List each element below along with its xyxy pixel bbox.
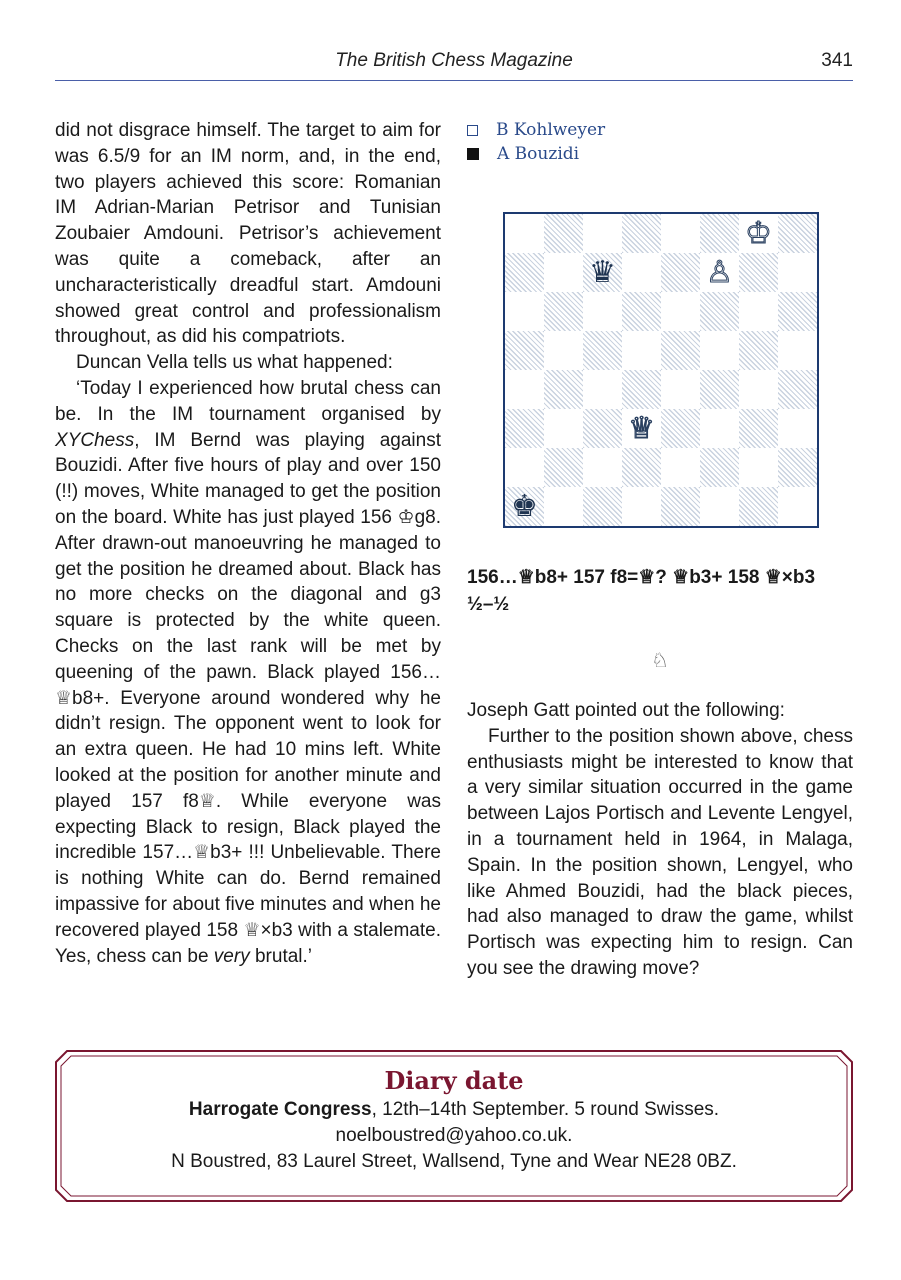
board-square [661,448,700,487]
board-square [661,214,700,253]
board-square [700,292,739,331]
board-square [505,487,544,526]
board-square [544,253,583,292]
board-square [544,214,583,253]
players-list [467,118,853,166]
paragraph: Joseph Gatt pointed out the following: [467,700,785,721]
board-square [583,409,622,448]
black-player: A Bouzidi [467,142,853,166]
diary-email: noelboustred@yahoo.co.uk. [335,1125,573,1146]
board-square [739,448,778,487]
board-square [700,448,739,487]
board-square [544,448,583,487]
board-square [700,253,739,292]
right-column-text [467,698,853,982]
board-square [661,370,700,409]
paragraph: Duncan Vella tells us what happened: [76,352,393,374]
board-square [583,253,622,292]
board-square [661,292,700,331]
board-square [583,331,622,370]
board-square [739,292,778,331]
board-square [700,214,739,253]
chess-diagram [503,212,819,528]
board-square [739,409,778,448]
chess-piece-icon: ♕ [628,410,655,446]
board-square [700,487,739,526]
right-column [467,118,853,979]
diary-event: Harrogate Congress, 12th–14th September. 5 round Swisses. [188,1099,720,1120]
board-square [505,253,544,292]
board-square [505,370,544,409]
board-square [583,370,622,409]
chess-board [503,212,819,528]
board-square [778,370,817,409]
paragraph: Further to the position shown above, chess enthusiasts might be interested to know that a very similar situation occurred in the game between Lajos Portisch and Levente Lengyel, in a tournament held in 1964, in Malaga, Spain. In the position shown, Lengyel, who like Ahmed Bouzidi, had the black pieces, had also managed to draw the game, whilst Portisch was expecting him to resign. Can you see the drawing move? [467,725,853,979]
board-square [544,331,583,370]
chess-piece-icon: ♚ [511,488,538,524]
page-number: 341 [821,50,853,71]
paragraph: did not disgrace himself. The target to aim for was 6.5/9 for an IM norm, and, in the end, two players achieved this score: Romanian IM Adrian-Marian Petrisor and Tunisian Zoubaier Amdouni. Petrisor’s achievement was quite a comeback, after an uncharacteristically dreadful start. Amdouni showed great control and professionalism throughout, as did his compatriots. [55,120,441,348]
board-square [700,331,739,370]
board-square [622,253,661,292]
board-square [622,331,661,370]
white-square-icon [467,125,478,136]
board-square [583,292,622,331]
board-square [622,409,661,448]
board-square [661,409,700,448]
board-square [622,487,661,526]
diary-address: N Boustred, 83 Laurel Street, Wallsend, Tyne and Wear NE28 0BZ. [171,1151,737,1172]
board-square [505,409,544,448]
board-square [739,331,778,370]
diary-date-box [55,1050,853,1202]
board-square [700,409,739,448]
left-column [55,118,441,969]
board-square [622,370,661,409]
board-square [505,292,544,331]
board-square [778,409,817,448]
board-square [661,331,700,370]
board-square [778,292,817,331]
board-square [622,214,661,253]
magazine-title: The British Chess Magazine [335,50,573,71]
board-square [739,253,778,292]
chess-piece-icon: ♔ [745,215,772,251]
board-square [583,487,622,526]
board-square [778,487,817,526]
board-square [544,370,583,409]
quote-paragraph: ‘Today I experienced how brutal chess can be. In the IM tournament organised by XYChess, IM Bernd was playing against Bouzidi. After five hours of play and over 150 (!!) moves, White managed to get the position on the board. White has just played 156 ♔g8. After drawn-out manoeuvring he managed to get the position he dreamed about. Black has no more checks on the diagonal and g3 square is protected by the white queen. Checks on the last rank will be met by queening of the pawn. Black played 156…♕b8+. Everyone around wondered why he didn’t resign. The opponent went to look for an extra queen. He had 10 mins left. White looked at the position for another minute and played 157 f8♕. While everyone was expecting Black to resign, Black played the incredible 157…♕b3+ !!! Unbelievable. There is nothing White can do. Bernd remained impassive for about five minutes and when he recovered played 158 ♕×b3 with a stalemate. Yes, chess can be very brutal.’ [55,377,441,967]
board-square [700,370,739,409]
board-square [583,448,622,487]
board-square [622,292,661,331]
page-header [55,50,853,81]
white-player: B Kohlweyer [467,118,853,142]
diary-title: Diary date [384,1066,524,1095]
board-square [739,487,778,526]
board-square [739,370,778,409]
knight-divider-icon: ♘ [651,650,669,672]
board-square [544,409,583,448]
board-square [583,214,622,253]
board-square [778,214,817,253]
board-square [661,487,700,526]
board-square [544,487,583,526]
chess-piece-icon: ♙ [706,254,733,290]
board-square [661,253,700,292]
board-square [505,214,544,253]
board-square [739,214,778,253]
board-square [505,331,544,370]
move-notation: 156…♕b8+ 157 f8=♕? ♕b3+ 158 ♕×b3 ½–½ [467,567,816,615]
board-square [778,331,817,370]
chess-piece-icon: ♛ [589,254,616,290]
board-square [544,292,583,331]
board-square [778,448,817,487]
black-square-icon [467,148,479,160]
board-square [622,448,661,487]
board-square [778,253,817,292]
board-square [505,448,544,487]
